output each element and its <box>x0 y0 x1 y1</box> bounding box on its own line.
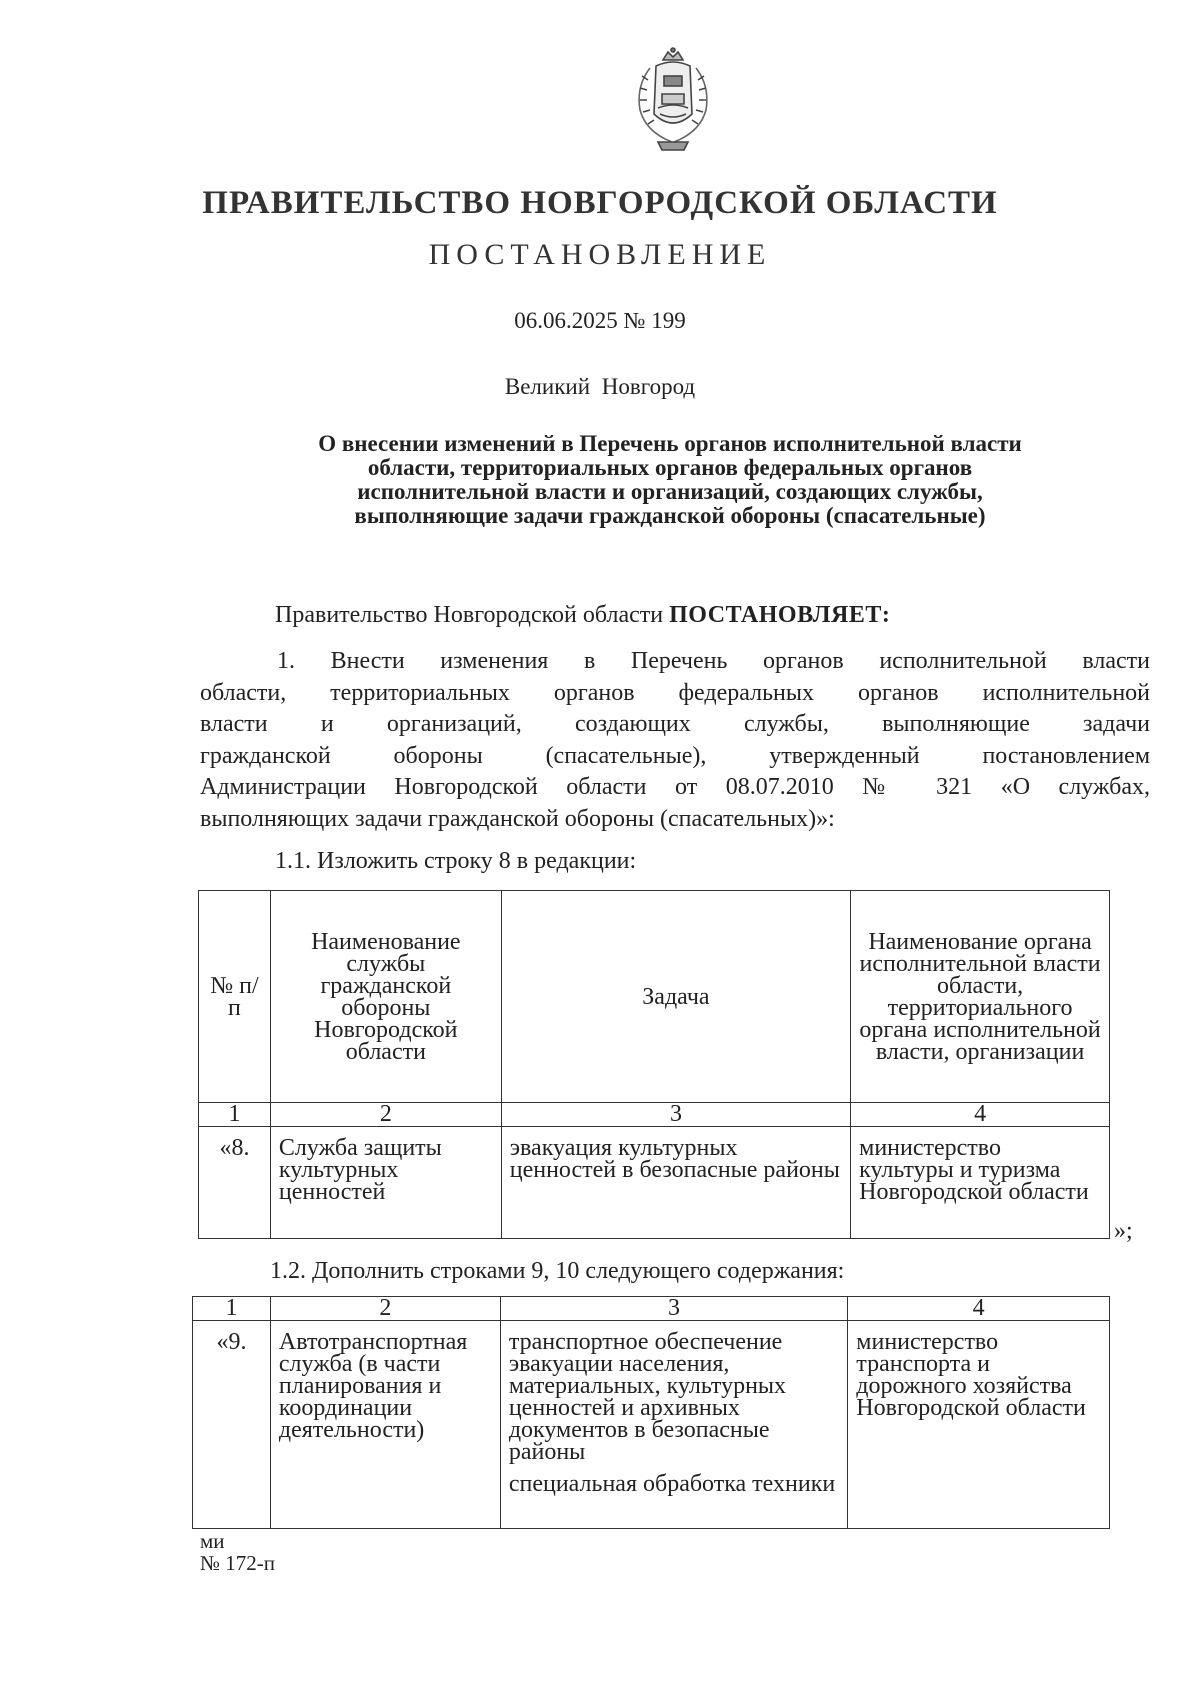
column-number: 2 <box>270 1103 501 1127</box>
row-service-name: Автотранспортная служба (в части планирования и координации деятельности) <box>270 1321 500 1529</box>
column-numbers-row <box>199 1103 1110 1127</box>
column-number: 1 <box>193 1297 271 1321</box>
subject-line: выполняющие задачи гражданской обороны (спасательные) <box>354 503 986 528</box>
table-header-row <box>199 891 1110 1103</box>
novgorod-coat-of-arms-icon <box>628 46 718 154</box>
organization-title: ПРАВИТЕЛЬСТВО НОВГОРОДСКОЙ ОБЛАСТИ <box>202 185 998 221</box>
paragraph-line: Администрации Новгородской области от 08.07.2010 № 321 «О службах, <box>200 774 1150 801</box>
item-1-1: 1.1. Изложить строку 8 в редакции: <box>275 848 637 874</box>
column-number: 3 <box>501 1103 850 1127</box>
row-organization: министерство культуры и туризма Новгородской области <box>851 1127 1110 1239</box>
subject-line: исполнительной власти и организаций, создающих службы, <box>357 479 983 504</box>
column-number: 1 <box>199 1103 271 1127</box>
column-number: 3 <box>500 1297 847 1321</box>
table-closing-quote: »; <box>1114 1218 1133 1244</box>
paragraph-line: гражданской обороны (спасательные), утвержденный постановлением <box>200 742 1150 769</box>
paragraph-line: 1. Внести изменения в Перечень органов исполнительной власти <box>277 648 1150 674</box>
task-item: транспортное обеспечение эвакуации населения, материальных, культурных ценностей и архивных документов в безопасные районы <box>508 1329 787 1465</box>
column-number: 4 <box>848 1297 1110 1321</box>
decree-intro-bold: ПОСТАНОВЛЯЕТ: <box>669 602 891 628</box>
footer-number: № 172-п <box>200 1551 276 1575</box>
header-task: Задача <box>501 891 850 1103</box>
column-numbers-row <box>193 1297 1110 1321</box>
subject-line: О внесении изменений в Перечень органов исполнительной власти <box>318 431 1022 456</box>
column-number: 2 <box>270 1297 500 1321</box>
header-service-name: Наименование службы гражданской обороны Новгородской области <box>270 891 501 1103</box>
paragraph-line: власти и организаций, создающих службы, выполняющие задачи <box>200 711 1150 738</box>
row-service-name: Служба защиты культурных ценностей <box>270 1127 501 1239</box>
row-task: эвакуация культурных ценностей в безопасные районы <box>501 1127 850 1239</box>
paragraph-1 <box>200 646 1150 836</box>
document-subject <box>230 432 1110 528</box>
subject-line: области, территориальных органов федеральных органов <box>367 455 973 480</box>
item-1-2: 1.2. Дополнить строками 9, 10 следующего содержания: <box>270 1258 845 1284</box>
row-organization: министерство транспорта и дорожного хозяйства Новгородской области <box>848 1321 1110 1529</box>
row-task <box>500 1321 847 1529</box>
paragraph-line: области, территориальных органов федеральных органов исполнительной <box>200 679 1150 706</box>
paragraph-line: выполняющих задачи гражданской обороны (спасательных)»: <box>200 805 835 832</box>
table-row <box>193 1321 1110 1529</box>
table-row-8 <box>198 890 1110 1239</box>
decree-intro-text: Правительство Новгородской области <box>275 602 664 628</box>
header-num: № п/п <box>199 891 271 1103</box>
footer-reference <box>200 1530 275 1574</box>
footer-initials: ми <box>200 1529 225 1553</box>
decree-intro <box>275 602 890 629</box>
column-number: 4 <box>851 1103 1110 1127</box>
task-item: специальная обработка техники <box>508 1471 836 1497</box>
document-type: ПОСТАНОВЛЕНИЕ <box>428 238 772 271</box>
coat-of-arms <box>628 46 718 154</box>
table-row-9 <box>192 1296 1110 1529</box>
row-num: «9. <box>193 1321 271 1529</box>
header-organization: Наименование органа исполнительной власти области, территориального органа исполнительной власти, организации <box>851 891 1110 1103</box>
date-and-number: 06.06.2025 № 199 <box>514 308 686 333</box>
table-row <box>199 1127 1110 1239</box>
row-num: «8. <box>199 1127 271 1239</box>
city: Великий Новгород <box>504 374 696 399</box>
